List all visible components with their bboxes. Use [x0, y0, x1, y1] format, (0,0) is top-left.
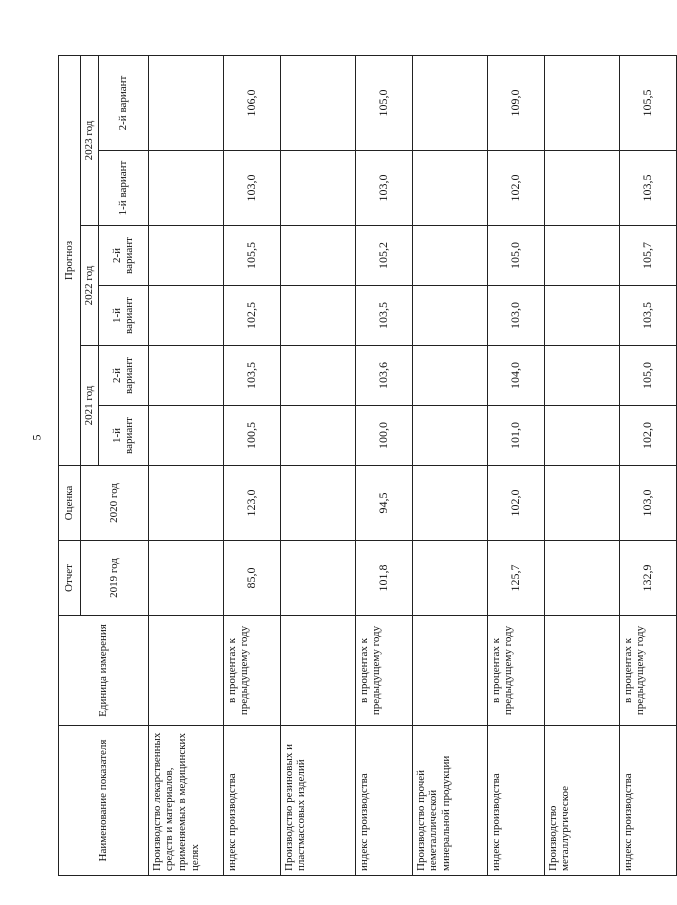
- table-row-section: [544, 56, 619, 876]
- empty-cell: [280, 56, 355, 151]
- value-2023-v1: 103,5: [619, 151, 676, 226]
- empty-cell: [412, 541, 487, 616]
- value-2021-v1: 100,5: [223, 406, 280, 466]
- value-2020: 94,5: [355, 466, 412, 541]
- header-2021-variant-1: 1-й вариант: [98, 406, 148, 466]
- value-2023-v1: 102,0: [487, 151, 544, 226]
- empty-cell: [148, 616, 223, 726]
- header-2023-variant-2: 2-й вариант: [98, 56, 148, 151]
- indicator-name: индекс производства: [619, 726, 676, 876]
- empty-cell: [544, 466, 619, 541]
- value-2020: 103,0: [619, 466, 676, 541]
- empty-cell: [412, 466, 487, 541]
- table-row-section: [412, 56, 487, 876]
- table-row-index: [619, 56, 676, 876]
- value-2019: 125,7: [487, 541, 544, 616]
- empty-cell: [280, 541, 355, 616]
- value-2023-v2: 106,0: [223, 56, 280, 151]
- table-row-section: [148, 56, 223, 876]
- value-2022-v2: 105,7: [619, 226, 676, 286]
- page-number: 5: [29, 434, 44, 441]
- value-2023-v2: 105,5: [619, 56, 676, 151]
- value-2023-v2: 109,0: [487, 56, 544, 151]
- empty-cell: [544, 346, 619, 406]
- value-2022-v2: 105,5: [223, 226, 280, 286]
- section-name: Производство прочей неметаллической минеральной продукции: [412, 726, 487, 876]
- empty-cell: [412, 286, 487, 346]
- header-2022-variant-2: 2-й вариант: [98, 226, 148, 286]
- empty-cell: [148, 151, 223, 226]
- value-2022-v2: 105,0: [487, 226, 544, 286]
- empty-cell: [544, 406, 619, 466]
- header-year-2022: 2022 год: [81, 226, 99, 346]
- value-2021-v2: 104,0: [487, 346, 544, 406]
- empty-cell: [148, 406, 223, 466]
- table-row-index: [223, 56, 280, 876]
- indicator-name: индекс производства: [223, 726, 280, 876]
- empty-cell: [280, 346, 355, 406]
- header-2022-variant-1: 1-й вариант: [98, 286, 148, 346]
- empty-cell: [148, 541, 223, 616]
- section-name: Производство металлургическое: [544, 726, 619, 876]
- header-year-2020: 2020 год: [81, 466, 149, 541]
- value-2023-v2: 105,0: [355, 56, 412, 151]
- header-name: Наименование показателя: [59, 726, 149, 876]
- table-row-section: [280, 56, 355, 876]
- empty-cell: [412, 151, 487, 226]
- value-2022-v1: 103,0: [487, 286, 544, 346]
- empty-cell: [544, 286, 619, 346]
- value-2019: 85,0: [223, 541, 280, 616]
- value-2022-v1: 103,5: [619, 286, 676, 346]
- empty-cell: [148, 56, 223, 151]
- value-2019: 101,8: [355, 541, 412, 616]
- empty-cell: [280, 466, 355, 541]
- empty-cell: [412, 616, 487, 726]
- empty-cell: [412, 406, 487, 466]
- empty-cell: [412, 56, 487, 151]
- empty-cell: [412, 226, 487, 286]
- forecast-table: [58, 55, 677, 876]
- empty-cell: [544, 616, 619, 726]
- empty-cell: [148, 226, 223, 286]
- value-2021-v1: 100,0: [355, 406, 412, 466]
- empty-cell: [280, 286, 355, 346]
- unit-cell: в процентах к предыдущему году: [487, 616, 544, 726]
- value-2023-v1: 103,0: [223, 151, 280, 226]
- value-2019: 132,9: [619, 541, 676, 616]
- value-2021-v1: 101,0: [487, 406, 544, 466]
- empty-cell: [280, 406, 355, 466]
- header-2023-variant-1: 1-й вариант: [98, 151, 148, 226]
- header-estimate: Оценка: [59, 466, 81, 541]
- section-name: Производство лекарственных средств и материалов, применяемых в медицинских целях: [148, 726, 223, 876]
- indicator-name: индекс производства: [355, 726, 412, 876]
- header-unit: Единица измерения: [59, 616, 149, 726]
- empty-cell: [412, 346, 487, 406]
- unit-cell: в процентах к предыдущему году: [223, 616, 280, 726]
- header-2021-variant-2: 2-й вариант: [98, 346, 148, 406]
- empty-cell: [544, 56, 619, 151]
- value-2023-v1: 103,0: [355, 151, 412, 226]
- table-row-index: [355, 56, 412, 876]
- empty-cell: [148, 346, 223, 406]
- empty-cell: [280, 226, 355, 286]
- value-2022-v2: 105,2: [355, 226, 412, 286]
- value-2021-v1: 102,0: [619, 406, 676, 466]
- unit-cell: в процентах к предыдущему году: [355, 616, 412, 726]
- rotated-table-container: [58, 56, 654, 876]
- empty-cell: [148, 286, 223, 346]
- value-2022-v1: 102,5: [223, 286, 280, 346]
- empty-cell: [280, 616, 355, 726]
- value-2021-v2: 103,6: [355, 346, 412, 406]
- value-2022-v1: 103,5: [355, 286, 412, 346]
- header-report: Отчет: [59, 541, 81, 616]
- table-row-index: [487, 56, 544, 876]
- empty-cell: [280, 151, 355, 226]
- header-year-2019: 2019 год: [81, 541, 149, 616]
- indicator-name: индекс производства: [487, 726, 544, 876]
- unit-cell: в процентах к предыдущему году: [619, 616, 676, 726]
- empty-cell: [544, 541, 619, 616]
- empty-cell: [544, 151, 619, 226]
- value-2021-v2: 105,0: [619, 346, 676, 406]
- header-forecast: Прогноз: [59, 56, 81, 466]
- section-name: Производство резиновых и пластмассовых изделий: [280, 726, 355, 876]
- value-2021-v2: 103,5: [223, 346, 280, 406]
- empty-cell: [148, 466, 223, 541]
- value-2020: 102,0: [487, 466, 544, 541]
- header-year-2023: 2023 год: [81, 56, 99, 226]
- header-year-2021: 2021 год: [81, 346, 99, 466]
- value-2020: 123,0: [223, 466, 280, 541]
- empty-cell: [544, 226, 619, 286]
